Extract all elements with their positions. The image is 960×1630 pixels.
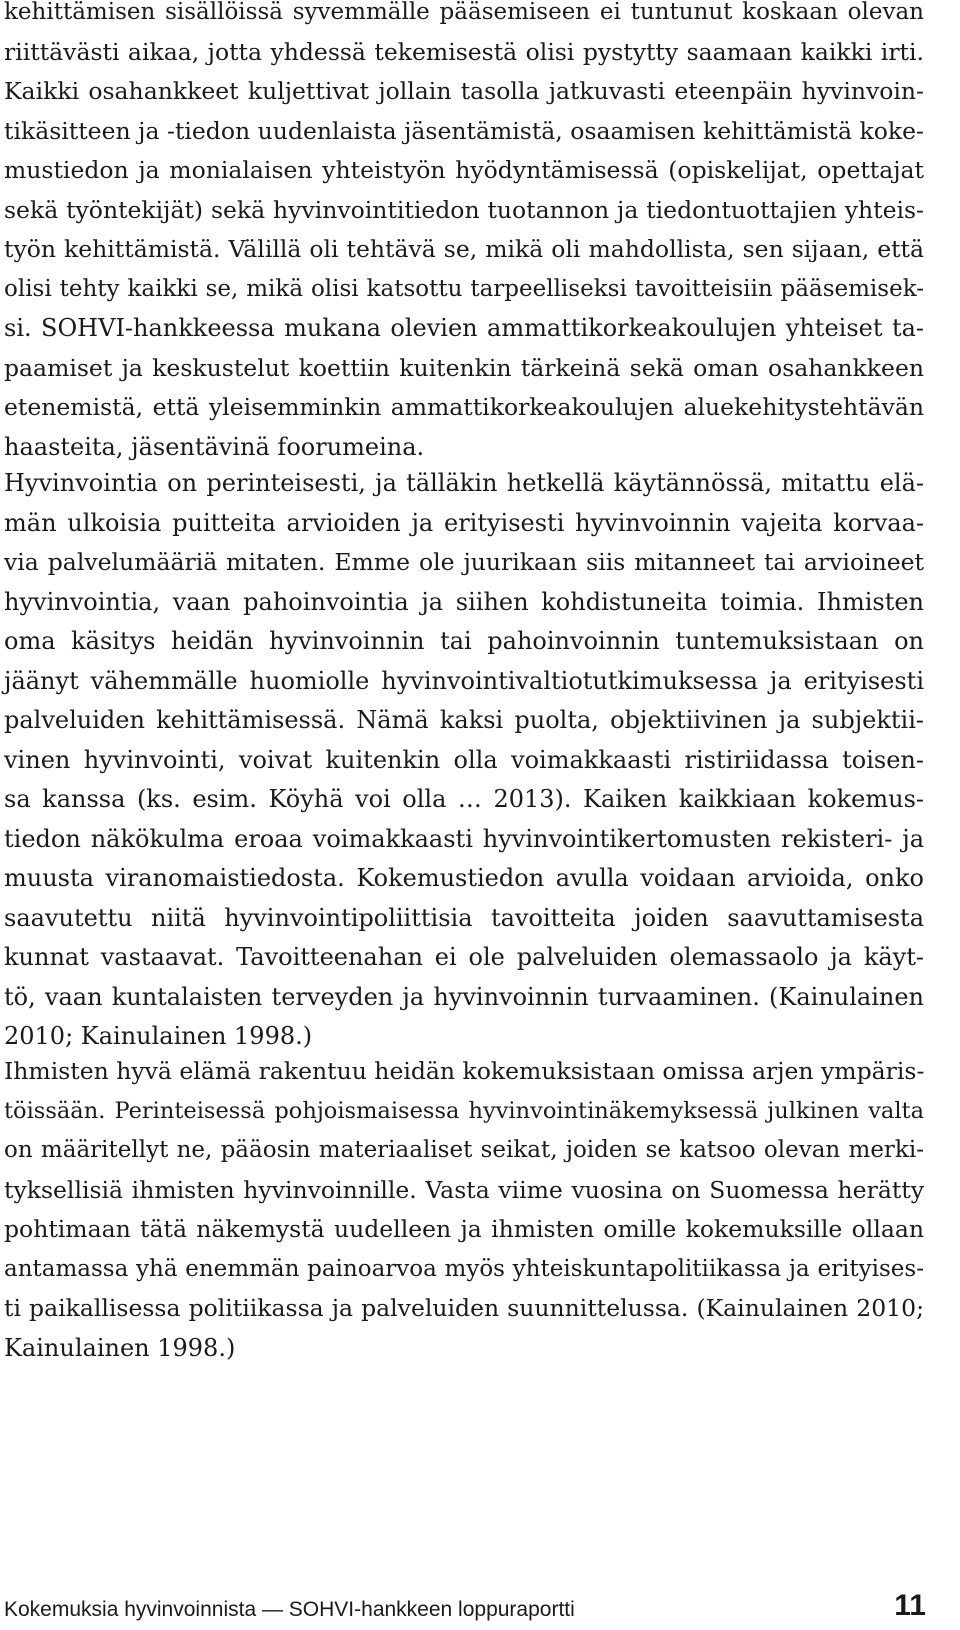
- text-line: saavutettu niitä hyvinvointipoliittisia tavoitteita joiden saavuttamisesta: [4, 903, 924, 932]
- text-line: vinen hyvinvointi, voivat kuitenkin olla voimakkaasti ristiriidassa toisen-: [4, 745, 924, 774]
- text-line: muusta viranomaistiedosta. Kokemustiedon avulla voidaan arvioida, onko: [4, 864, 924, 892]
- text-line: Ihmisten hyvä elämä rakentuu heidän kokemuksistaan omissa arjen ympäris-: [4, 1057, 925, 1085]
- text-line: olisi tehty kaikki se, mikä olisi katsottu tarpeelliseksi tavoitteisiin pääsemisek-: [4, 275, 924, 302]
- text-line: män ulkoisia puitteita arvioiden ja erityisesti hyvinvoinnin vajeita korvaa-: [4, 508, 924, 537]
- footer-title: Kokemuksia hyvinvoinnista — SOHVI-hankkeen loppuraportti: [4, 1598, 575, 1621]
- text-line: Kaikki osahankkeet kuljettivat jollain tasolla jatkuvasti eteenpäin hyvinvoin-: [4, 77, 924, 105]
- text-line: tiedon näkökulma eroaa voimakkaasti hyvinvointikertomusten rekisteri- ja: [4, 824, 924, 853]
- text-line: työn kehittämistä. Välillä oli tehtävä se, mikä oli mahdollista, sen sijaan, että: [4, 235, 924, 263]
- text-line: palveluiden kehittämisessä. Nämä kaksi puolta, objektiivinen ja subjektii-: [4, 706, 924, 734]
- paragraph-1: [4, 0, 924, 467]
- text-line: tö, vaan kuntalaisten terveyden ja hyvinvoinnin turvaaminen. (Kainulainen: [4, 982, 924, 1011]
- text-line: jäänyt vähemmälle huomiolle hyvinvointivaltiotutkimuksessa ja erityisesti: [4, 666, 924, 695]
- text-line: sa kanssa (ks. esim. Köyhä voi olla … 2013). Kaiken kaikkiaan kokemus-: [4, 785, 924, 813]
- text-line: 2010; Kainulainen 1998.): [4, 1022, 313, 1050]
- text-line: via palvelumääriä mitaten. Emme ole juurikaan siis mitanneet tai arvioineet: [4, 548, 924, 576]
- text-line: haasteita, jäsentävinä foorumeina.: [4, 432, 425, 461]
- text-line: pohtimaan tätä näkemystä uudelleen ja ihmisten omille kokemuksille ollaan: [4, 1215, 924, 1243]
- text-line: töissään. Perinteisessä pohjoismaisessa hyvinvointinäkemyksessä julkinen valta: [4, 1097, 924, 1124]
- text-line: mustiedon ja monialaisen yhteistyön hyödyntämisessä (opiskelijat, opettajat: [4, 156, 924, 184]
- paragraph-3: [4, 1052, 924, 1368]
- text-line: tikäsitteen ja -tiedon uudenlaista jäsentämistä, osaamisen kehittämistä koke-: [4, 116, 924, 145]
- text-line: paamiset ja keskustelut koettiin kuitenkin tärkeinä sekä oman osahankkeen: [4, 353, 924, 382]
- text-line: kunnat vastaavat. Tavoitteenahan ei ole palveluiden olemassaolo ja käyt-: [4, 943, 924, 971]
- text-line: oma käsitys heidän hyvinvoinnin tai pahoinvoinnin tuntemuksistaan on: [4, 627, 924, 655]
- text-line: hyvinvointia, vaan pahoinvointia ja siihen kohdistuneita toimia. Ihmisten: [4, 587, 924, 616]
- text-line: on määritellyt ne, pääosin materiaaliset seikat, joiden se katsoo olevan merki-: [4, 1137, 924, 1163]
- text-line: kehittämisen sisällöissä syvemmälle pääsemiseen ei tuntunut koskaan olevan: [4, 0, 924, 25]
- text-line: si. SOHVI-hankkeessa mukana olevien ammattikorkeakoulujen yhteiset ta-: [4, 314, 924, 342]
- text-line: etenemistä, että yleisemminkin ammattikorkeakoulujen aluekehitystehtävän: [4, 393, 924, 421]
- text-line: riittävästi aikaa, jotta yhdessä tekemisestä olisi pystytty saamaan kaikki irti.: [4, 37, 924, 66]
- text-line: Hyvinvointia on perinteisesti, ja tälläkin hetkellä käytännössä, mitattu elä-: [4, 469, 924, 497]
- page-number: 11: [894, 1589, 926, 1622]
- text-line: tyksellisiä ihmisten hyvinvoinnille. Vasta viime vuosina on Suomessa herätty: [4, 1175, 924, 1204]
- paragraph-2: [4, 464, 924, 1057]
- text-line: sekä työntekijät) sekä hyvinvointitiedon tuotannon ja tiedontuottajien yhteis-: [4, 195, 924, 224]
- text-line: Kainulainen 1998.): [4, 1333, 236, 1362]
- text-line: ti paikallisessa politiikassa ja palveluiden suunnittelussa. (Kainulainen 2010;: [4, 1294, 924, 1322]
- text-line: antamassa yhä enemmän painoarvoa myös yhteiskuntapolitiikassa ja erityises-: [4, 1255, 924, 1282]
- page-footer: [4, 1589, 926, 1624]
